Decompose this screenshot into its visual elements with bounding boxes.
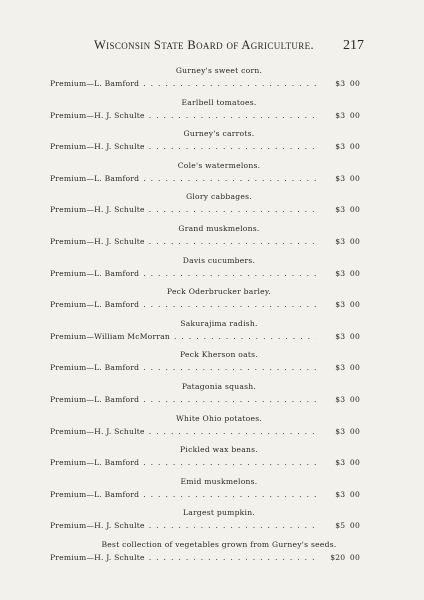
premium-entry <box>50 223 360 255</box>
premium-entry <box>50 128 360 160</box>
entry-recipient: Premium—L. Bamford <box>50 300 140 310</box>
entry-recipient: Premium—H. J. Schulte <box>50 552 145 562</box>
dot-leader <box>143 361 316 374</box>
entry-line <box>50 330 360 343</box>
entry-recipient: Premium—L. Bamford <box>50 79 140 88</box>
entry-title: Glory cabbages. <box>186 192 252 202</box>
entry-line <box>50 267 360 280</box>
page-number: 217 <box>343 38 364 53</box>
entry-line <box>50 393 360 406</box>
premium-entry <box>50 349 360 381</box>
premium-entry <box>50 507 360 539</box>
entry-amount: $3 00 <box>335 110 360 120</box>
entry-recipient: Premium—H. J. Schulte <box>50 236 145 246</box>
entry-title: Emid muskmelons. <box>180 476 258 486</box>
entry-amount: $3 00 <box>335 489 360 499</box>
entry-amount: $3 00 <box>335 79 360 88</box>
dot-leader <box>143 172 316 185</box>
dot-leader <box>149 519 316 532</box>
entry-line <box>50 425 360 438</box>
entry-title: Gurney's carrots. <box>183 129 255 139</box>
entry-line <box>50 203 360 216</box>
entry-line <box>50 551 360 564</box>
entry-amount: $3 00 <box>335 363 360 373</box>
entry-amount: $3 00 <box>335 173 360 183</box>
dot-leader <box>143 77 316 90</box>
entry-amount: $3 00 <box>335 205 360 215</box>
entry-title: Davis cucumbers. <box>182 255 256 265</box>
entry-recipient: Premium—H. J. Schulte <box>50 426 145 436</box>
entry-line <box>50 109 360 122</box>
premium-list <box>50 65 360 571</box>
premium-entry <box>50 191 360 223</box>
entry-amount: $20 00 <box>330 552 360 562</box>
entry-recipient: Premium—L. Bamford <box>50 173 140 183</box>
entry-title: Cole's watermelons. <box>177 160 261 170</box>
entry-title: Sakurajima radish. <box>180 318 258 328</box>
entry-line <box>50 361 360 374</box>
entry-recipient: Premium—H. J. Schulte <box>50 110 145 120</box>
premium-entry <box>50 444 360 476</box>
entry-amount: $3 00 <box>335 236 360 246</box>
entry-title: Pickled wax beans. <box>180 445 258 455</box>
entry-recipient: Premium—L. Bamford <box>50 363 140 373</box>
entry-title: Largest pumpkin. <box>182 508 256 518</box>
entry-line <box>50 488 360 501</box>
dot-leader <box>143 456 316 469</box>
entry-title: Gurney's sweet corn. <box>175 66 263 75</box>
entry-amount: $3 00 <box>335 458 360 468</box>
premium-entry <box>50 160 360 192</box>
premium-entry <box>50 381 360 413</box>
entry-line <box>50 140 360 153</box>
premium-entry <box>50 255 360 287</box>
entry-recipient: Premium—William McMorran <box>50 331 170 341</box>
entry-recipient: Premium—H. J. Schulte <box>50 521 145 531</box>
entry-recipient: Premium—L. Bamford <box>50 394 140 404</box>
premium-entry <box>50 65 360 97</box>
entry-line <box>50 456 360 469</box>
dot-leader <box>143 488 316 501</box>
entry-amount: $3 00 <box>335 331 360 341</box>
dot-leader <box>174 330 316 343</box>
entry-amount: $3 00 <box>335 394 360 404</box>
dot-leader <box>149 140 316 153</box>
dot-leader <box>143 393 316 406</box>
entry-title: Best collection of vegetables grown from Gurney's seeds. <box>101 539 337 549</box>
premium-entry <box>50 539 360 571</box>
entry-recipient: Premium—H. J. Schulte <box>50 142 145 152</box>
entry-amount: $3 00 <box>335 300 360 310</box>
entry-amount: $3 00 <box>335 142 360 152</box>
entry-title: White Ohio potatoes. <box>175 413 263 423</box>
entry-recipient: Premium—L. Bamford <box>50 268 140 278</box>
entry-line <box>50 519 360 532</box>
running-title: Wisconsin State Board of Agriculture. <box>94 38 314 52</box>
dot-leader <box>149 203 316 216</box>
premium-entry <box>50 413 360 445</box>
dot-leader <box>143 298 316 311</box>
entry-title: Peck Kherson oats. <box>180 350 258 360</box>
page-header <box>50 38 364 54</box>
entry-line <box>50 235 360 248</box>
premium-entry <box>50 286 360 318</box>
dot-leader <box>149 425 316 438</box>
premium-entry <box>50 476 360 508</box>
entry-recipient: Premium—H. J. Schulte <box>50 205 145 215</box>
premium-entry <box>50 97 360 129</box>
entry-title: Patagonia squash. <box>181 381 257 391</box>
dot-leader <box>149 551 316 564</box>
entry-title: Grand muskmelons. <box>178 223 260 233</box>
dot-leader <box>143 267 316 280</box>
dot-leader <box>149 235 316 248</box>
entry-amount: $3 00 <box>335 426 360 436</box>
entry-amount: $3 00 <box>335 268 360 278</box>
entry-line <box>50 298 360 311</box>
entry-recipient: Premium—L. Bamford <box>50 489 140 499</box>
entry-title: Peck Oderbrucker barley. <box>166 287 272 297</box>
premium-entry <box>50 318 360 350</box>
entry-line <box>50 77 360 90</box>
entry-recipient: Premium—L. Bamford <box>50 458 140 468</box>
entry-line <box>50 172 360 185</box>
entry-amount: $5 00 <box>335 521 360 531</box>
entry-title: Earlbell tomatoes. <box>181 97 257 107</box>
dot-leader <box>149 109 316 122</box>
